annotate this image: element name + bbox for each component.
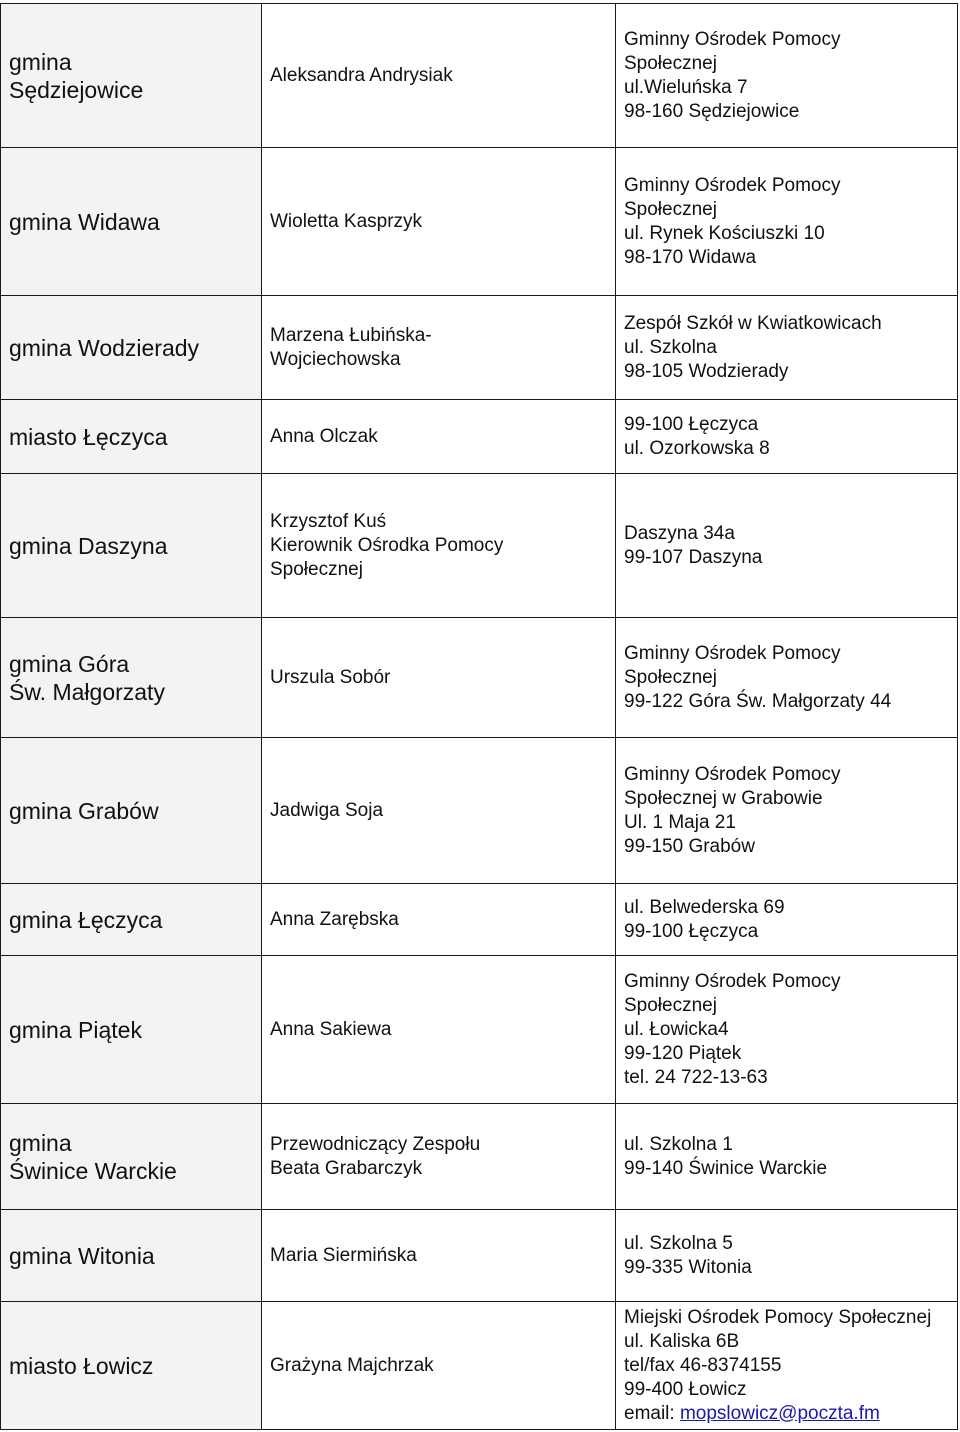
gmina-cell: [1, 4, 262, 148]
address-line: 99-122 Góra Św. Małgorzaty 44: [624, 690, 892, 712]
address-line: Miejski Ośrodek Pomocy Społecznej: [624, 1306, 932, 1328]
address-line: Społecznej w Grabowie: [624, 787, 823, 809]
address-line: 98-105 Wodzierady: [624, 360, 789, 382]
gmina-line: gmina: [9, 1129, 72, 1156]
address-cell: [616, 296, 958, 400]
gmina-cell: [1, 148, 262, 296]
address-line: Gminny Ośrodek Pomocy: [624, 970, 841, 992]
person-cell: [262, 296, 616, 400]
address-cell: [616, 738, 958, 884]
address-cell: [616, 400, 958, 474]
person-line: Społecznej: [270, 558, 363, 580]
gmina-cell: [1, 1302, 262, 1430]
address-line: Zespół Szkół w Kwiatkowicach: [624, 312, 882, 334]
address-line: ul.Wieluńska 7: [624, 76, 748, 98]
person-cell: [262, 956, 616, 1104]
person-cell: [262, 1302, 616, 1430]
address-line: Społecznej: [624, 994, 717, 1016]
address-line: Społecznej: [624, 666, 717, 688]
table-row: [1, 474, 958, 618]
person-line: Maria Siermińska: [270, 1244, 417, 1266]
gmina-line: miasto Łowicz: [9, 1352, 154, 1379]
table-row: [1, 148, 958, 296]
person-line: Kierownik Ośrodka Pomocy: [270, 534, 504, 556]
person-cell: [262, 400, 616, 474]
person-cell: [262, 1104, 616, 1210]
gmina-cell: [1, 1104, 262, 1210]
person-cell: [262, 4, 616, 148]
address-line: tel. 24 722-13-63: [624, 1066, 768, 1088]
address-line: ul. Rynek Kościuszki 10: [624, 222, 825, 244]
address-line: Gminny Ośrodek Pomocy: [624, 28, 841, 50]
address-line: ul. Szkolna: [624, 336, 717, 358]
gmina-cell: [1, 400, 262, 474]
table-row: [1, 400, 958, 474]
person-cell: [262, 1210, 616, 1302]
gmina-line: Świnice Warckie: [9, 1157, 177, 1184]
address-line: 99-107 Daszyna: [624, 546, 763, 568]
table-row: [1, 1104, 958, 1210]
email-line: [624, 1402, 949, 1426]
address-line: ul. Szkolna 1: [624, 1133, 733, 1155]
person-line: Urszula Sobór: [270, 666, 391, 688]
address-line: Gminny Ośrodek Pomocy: [624, 642, 841, 664]
person-line: Przewodniczący Zespołu: [270, 1133, 481, 1155]
person-line: Beata Grabarczyk: [270, 1157, 423, 1179]
gmina-line: gmina Daszyna: [9, 532, 168, 559]
person-cell: [262, 148, 616, 296]
person-line: Marzena Łubińska-: [270, 324, 432, 346]
address-line: 99-100 Łęczyca: [624, 413, 759, 435]
email-link[interactable]: mopslowicz@poczta.fm: [679, 1402, 880, 1424]
table-row: [1, 618, 958, 738]
gmina-line: gmina Góra: [9, 650, 130, 677]
address-cell: [616, 884, 958, 956]
person-line: Anna Sakiewa: [270, 1018, 392, 1040]
person-line: Wioletta Kasprzyk: [270, 210, 423, 232]
address-line: 99-120 Piątek: [624, 1042, 742, 1064]
address-line: 99-100 Łęczyca: [624, 920, 759, 942]
person-line: Wojciechowska: [270, 348, 401, 370]
address-cell: [616, 474, 958, 618]
person-line: Anna Olczak: [270, 425, 378, 447]
gmina-cell: [1, 738, 262, 884]
gmina-line: gmina Piątek: [9, 1016, 142, 1043]
gmina-line: gmina Witonia: [9, 1242, 155, 1269]
address-line: 99-400 Łowicz: [624, 1378, 747, 1400]
table-row: [1, 738, 958, 884]
address-line: Daszyna 34a: [624, 522, 735, 544]
person-line: Aleksandra Andrysiak: [270, 64, 453, 86]
person-cell: [262, 618, 616, 738]
address-line: 99-150 Grabów: [624, 835, 755, 857]
address-cell: [616, 1210, 958, 1302]
address-line: ul. Szkolna 5: [624, 1232, 733, 1254]
address-line: 98-160 Sędziejowice: [624, 100, 800, 122]
table-row: [1, 1210, 958, 1302]
person-cell: [262, 474, 616, 618]
gmina-line: gmina: [9, 48, 72, 75]
address-cell: [616, 148, 958, 296]
address-line: Gminny Ośrodek Pomocy: [624, 174, 841, 196]
gmina-line: Sędziejowice: [9, 76, 144, 103]
gmina-line: gmina Wodzierady: [9, 334, 200, 361]
contacts-table-body: [1, 4, 958, 1430]
person-line: Anna Zarębska: [270, 908, 399, 930]
address-line: tel/fax 46-8374155: [624, 1354, 782, 1376]
address-cell: [616, 4, 958, 148]
gmina-line: Św. Małgorzaty: [9, 678, 165, 705]
table-row: [1, 296, 958, 400]
address-line: 98-170 Widawa: [624, 246, 757, 268]
address-line: Gminny Ośrodek Pomocy: [624, 763, 841, 785]
gmina-cell: [1, 474, 262, 618]
table-row: [1, 956, 958, 1104]
contacts-table: [0, 3, 958, 1430]
person-line: Grażyna Majchrzak: [270, 1354, 434, 1376]
address-line: Ul. 1 Maja 21: [624, 811, 736, 833]
gmina-cell: [1, 884, 262, 956]
person-line: Jadwiga Soja: [270, 799, 384, 821]
table-row: [1, 4, 958, 148]
gmina-cell: [1, 956, 262, 1104]
address-line: ul. Ozorkowska 8: [624, 437, 770, 459]
address-line: 99-140 Świnice Warckie: [624, 1157, 828, 1179]
address-line: Społecznej: [624, 52, 717, 74]
gmina-line: miasto Łęczyca: [9, 423, 168, 450]
address-cell: [616, 618, 958, 738]
address-cell: [616, 1104, 958, 1210]
gmina-line: gmina Łęczyca: [9, 906, 163, 933]
address-line: ul. Łowicka4: [624, 1018, 729, 1040]
table-row: [1, 884, 958, 956]
gmina-cell: [1, 1210, 262, 1302]
person-cell: [262, 884, 616, 956]
person-line: Krzysztof Kuś: [270, 510, 387, 532]
gmina-line: gmina Grabów: [9, 797, 159, 824]
table-row: [1, 1302, 958, 1430]
address-line: ul. Belwederska 69: [624, 896, 785, 918]
address-cell: [616, 956, 958, 1104]
gmina-cell: [1, 618, 262, 738]
gmina-cell: [1, 296, 262, 400]
address-line: Społecznej: [624, 198, 717, 220]
person-cell: [262, 738, 616, 884]
email-label: email:: [624, 1402, 680, 1424]
address-line: ul. Kaliska 6B: [624, 1330, 740, 1352]
address-line: 99-335 Witonia: [624, 1256, 752, 1278]
gmina-line: gmina Widawa: [9, 208, 160, 235]
address-cell: [616, 1302, 958, 1430]
